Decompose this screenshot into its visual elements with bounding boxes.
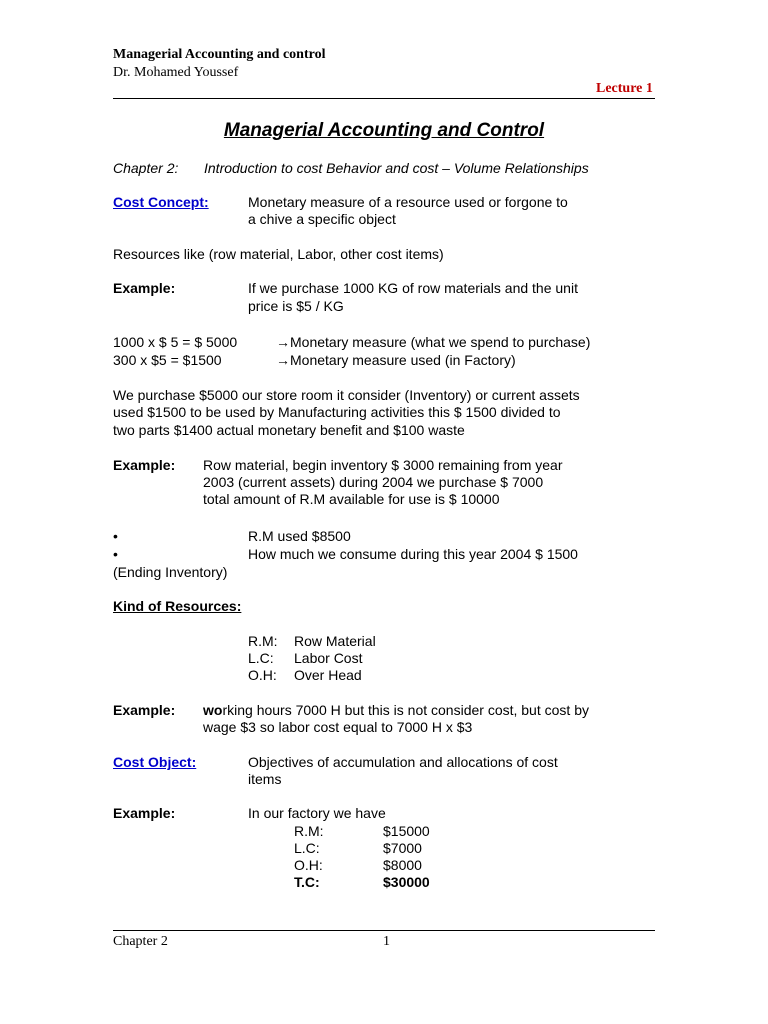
paragraph-line3: two parts $1400 actual monetary benefit and $100 waste	[113, 422, 465, 438]
example1-line1: If we purchase 1000 KG of row materials and the unit	[248, 280, 578, 296]
bullet-item1: R.M used $8500	[248, 528, 351, 544]
example2-line2: 2003 (current assets) during 2004 we purchase $ 7000	[203, 474, 544, 490]
cost-concept-label: Cost Concept:	[113, 194, 209, 210]
bullet-item2: How much we consume during this year 2004 $ 1500	[248, 546, 578, 562]
example3-label: Example:	[113, 702, 176, 718]
example2-line3: total amount of R.M available for use is $ 10000	[203, 491, 500, 507]
chapter-title: Introduction to cost Behavior and cost – Volume Relationships	[204, 160, 589, 176]
total-cost-value: $30000	[383, 874, 430, 890]
cost-object-line1: Objectives of accumulation and allocations of cost	[248, 754, 558, 770]
example3-line1	[203, 702, 589, 719]
resources-line: Resources like (row material, Labor, other cost items)	[113, 246, 444, 262]
example1-line2: price is $5 / KG	[248, 298, 344, 314]
resource-desc: Over Head	[294, 667, 362, 683]
bullet-icon: •	[113, 528, 118, 544]
calc-row2-expr: 300 x $5 = $1500	[113, 352, 222, 368]
cost-row-label: O.H:	[294, 857, 323, 873]
cost-object-label: Cost Object:	[113, 754, 197, 770]
resource-abbr: R.M:	[248, 633, 278, 649]
document-title: Managerial Accounting and Control	[223, 120, 545, 141]
example3-line1-rest: rking hours 7000 H but this is not consider cost, but cost by	[222, 702, 589, 718]
page-number: 1	[383, 934, 390, 949]
cost-object-line2: items	[248, 771, 282, 787]
footer-chapter: Chapter 2	[113, 934, 168, 949]
example4-label: Example:	[113, 805, 176, 821]
example2-line1: Row material, begin inventory $ 3000 remaining from year	[203, 457, 563, 473]
resource-desc: Row Material	[294, 633, 376, 649]
paragraph-line1: We purchase $5000 our store room it consider (Inventory) or current assets	[113, 387, 580, 403]
cost-concept-line1: Monetary measure of a resource used or forgone to	[248, 194, 568, 210]
resource-abbr: O.H:	[248, 667, 277, 683]
header-rule	[113, 98, 655, 99]
total-cost-label: T.C:	[294, 874, 320, 890]
cost-row-value: $8000	[383, 857, 422, 873]
cost-row-value: $15000	[383, 823, 430, 839]
calc-row1-desc: →Monetary measure (what we spend to purchase)	[276, 334, 591, 350]
footer-rule	[113, 930, 655, 931]
header-author: Dr. Mohamed Youssef	[113, 65, 239, 80]
kind-of-resources-heading: Kind of Resources:	[113, 598, 242, 614]
example4-intro: In our factory we have	[248, 805, 386, 821]
paragraph-line2: used $1500 to be used by Manufacturing activities this $ 1500 divided to	[113, 404, 561, 420]
cost-row-label: R.M:	[294, 823, 324, 839]
resource-desc: Labor Cost	[294, 650, 363, 666]
header-title: Managerial Accounting and control	[113, 47, 326, 62]
example3-bold-part: wo	[203, 702, 223, 718]
calc-row2-desc: →Monetary measure used (in Factory)	[276, 352, 516, 368]
cost-row-value: $7000	[383, 840, 422, 856]
bullet-icon: •	[113, 546, 118, 562]
lecture-label: Lecture 1	[596, 81, 653, 96]
example1-label: Example:	[113, 280, 176, 296]
example2-label: Example:	[113, 457, 176, 473]
cost-row-label: L.C:	[294, 840, 320, 856]
calc-row1-expr: 1000 x $ 5 = $ 5000	[113, 334, 238, 350]
cost-concept-line2: a chive a specific object	[248, 211, 396, 227]
bullet-item2-cont: (Ending Inventory)	[113, 564, 228, 580]
resource-abbr: L.C:	[248, 650, 274, 666]
chapter-label: Chapter 2:	[113, 160, 179, 176]
example3-line2: wage $3 so labor cost equal to 7000 H x $3	[203, 719, 473, 735]
